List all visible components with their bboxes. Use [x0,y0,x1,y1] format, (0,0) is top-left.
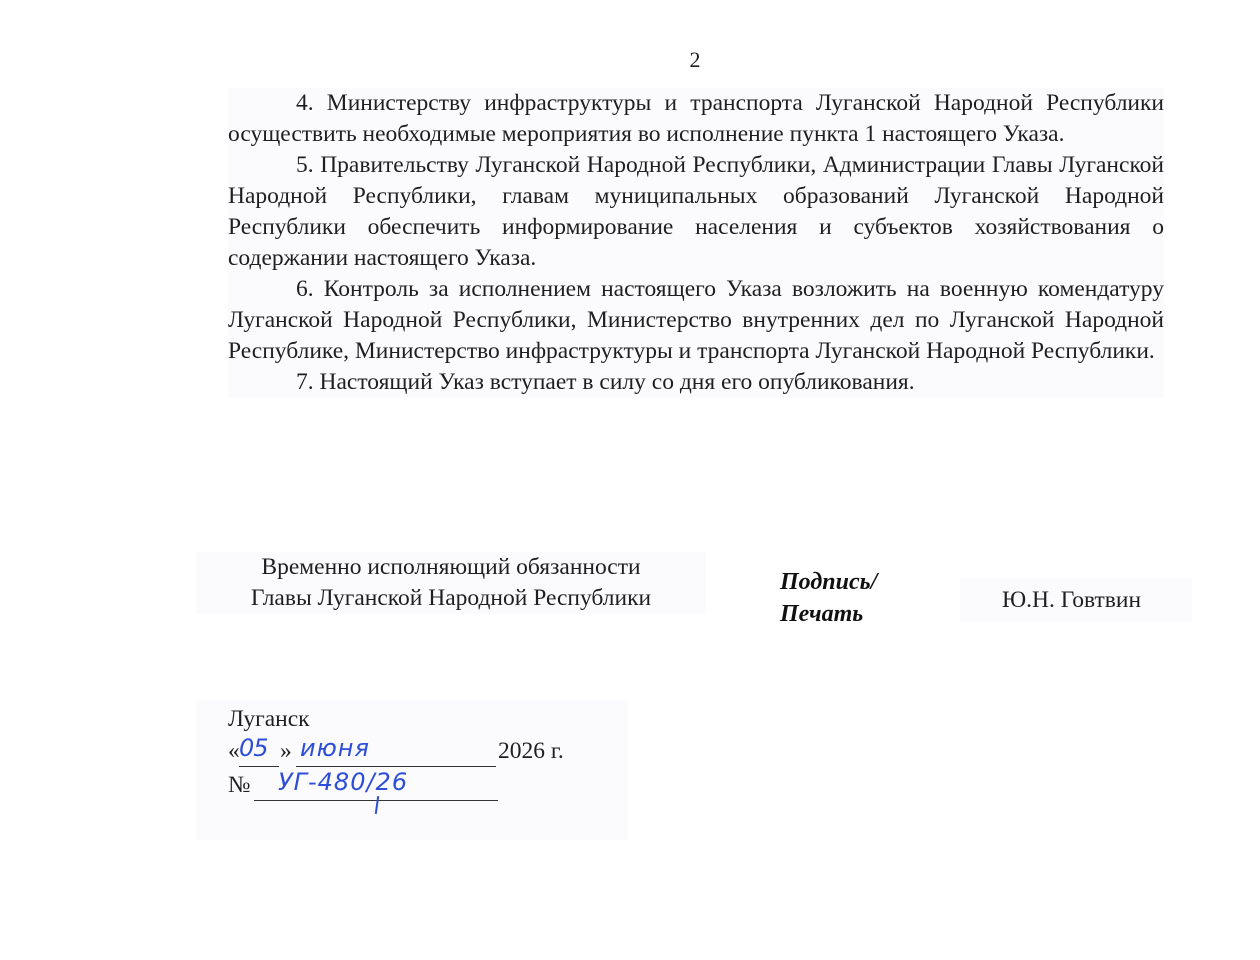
position-line-1: Временно исполняющий обязанности [261,554,641,580]
place-date-number-block [196,700,628,840]
page-number: 2 [689,47,701,72]
signer-name: Ю.Н. Говтвин [960,578,1192,622]
paragraph-7: 7. Настоящий Указ вступает в силу со дня его опубликования. [296,369,915,395]
paragraph-6: 6. Контроль за исполнением настоящего Указа возложить на военную комендатуру Луганской Народной Республики, Министерство внутренних дел по Луганской Народной Республике, Министерство инфраструктуры и транспорта Луганской Народной Республики. [228,276,1164,364]
number-sign: № [228,772,251,798]
handwritten-day: 05 [239,734,268,762]
paragraph-5: 5. Правительству Луганской Народной Республики, Администрации Главы Луганской Народной Республики, главам муниципальных образований Луганской Народной Республики обеспечить информирование населения и субъектов хозяйствования о содержании настоящего Указа. [228,152,1164,271]
stamp-line-2: Печать [780,601,864,627]
handwritten-month: июня [300,734,370,762]
position-line-2: Главы Луганской Народной Республики [250,585,652,611]
stamp-line-1: Подпись/ [780,569,878,595]
signer-position [196,552,706,614]
signature-stamp-placeholder [780,566,877,630]
number-row [228,768,628,806]
date-row [228,734,628,772]
year: 2026 г. [498,738,564,764]
handwritten-number: УГ-480/26 [278,768,409,796]
quote-close: » [280,738,292,764]
day-underline [239,766,279,767]
paragraph-4: 4. Министерству инфраструктуры и транспорта Луганской Народной Республики осуществить необходимые мероприятия во исполнение пункта 1 настоящего Указа. [228,90,1164,147]
handwriting-stroke [375,796,379,814]
month-underline [296,766,496,767]
city: Луганск [228,706,310,732]
decree-body [228,88,1164,398]
quote-open: « [228,738,240,764]
